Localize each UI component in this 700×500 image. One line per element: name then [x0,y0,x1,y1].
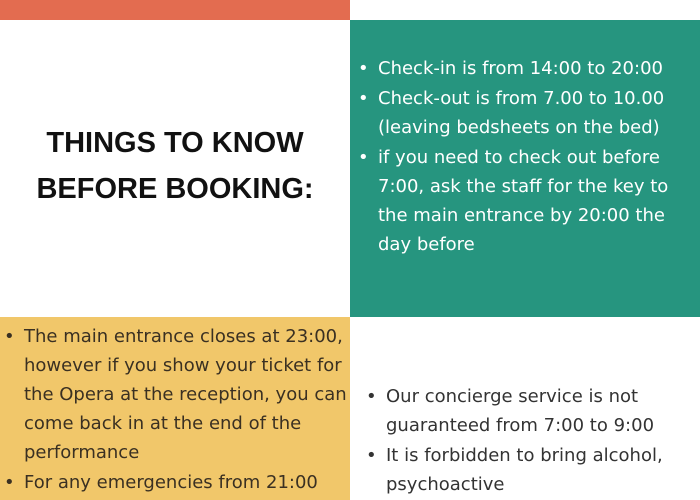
title-line-1: THINGS TO KNOW [46,126,304,159]
page-title [10,120,340,218]
entrance-rules-list [0,322,352,497]
service-rules-list [362,382,697,499]
list-item: • Check-out is from 7.00 to 10.00 (leaving bedsheets on the bed) [354,84,694,142]
list-item: • Our concierge service is not guaranteed from 7:00 to 9:00 [362,382,697,440]
list-item: • The main entrance closes at 23:00, however if you show your ticket for the Opera at the reception, you can come back in at the end of the performance [0,322,352,467]
checkin-panel [350,20,700,317]
list-item: • if you need to check out before 7:00, ask the staff for the key to the main entrance by 20:00 the day before [354,143,694,259]
checkin-rules-list [354,54,694,259]
title-line-2: BEFORE BOOKING: [36,172,314,205]
service-panel [350,317,700,500]
list-item: • Check-in is from 14:00 to 20:00 [354,54,694,83]
list-item: • It is forbidden to bring alcohol, psychoactive [362,441,697,499]
list-item: • For any emergencies from 21:00 [0,468,352,497]
entrance-panel [0,317,350,500]
top-orange-band [0,0,350,20]
title-panel [0,20,350,317]
